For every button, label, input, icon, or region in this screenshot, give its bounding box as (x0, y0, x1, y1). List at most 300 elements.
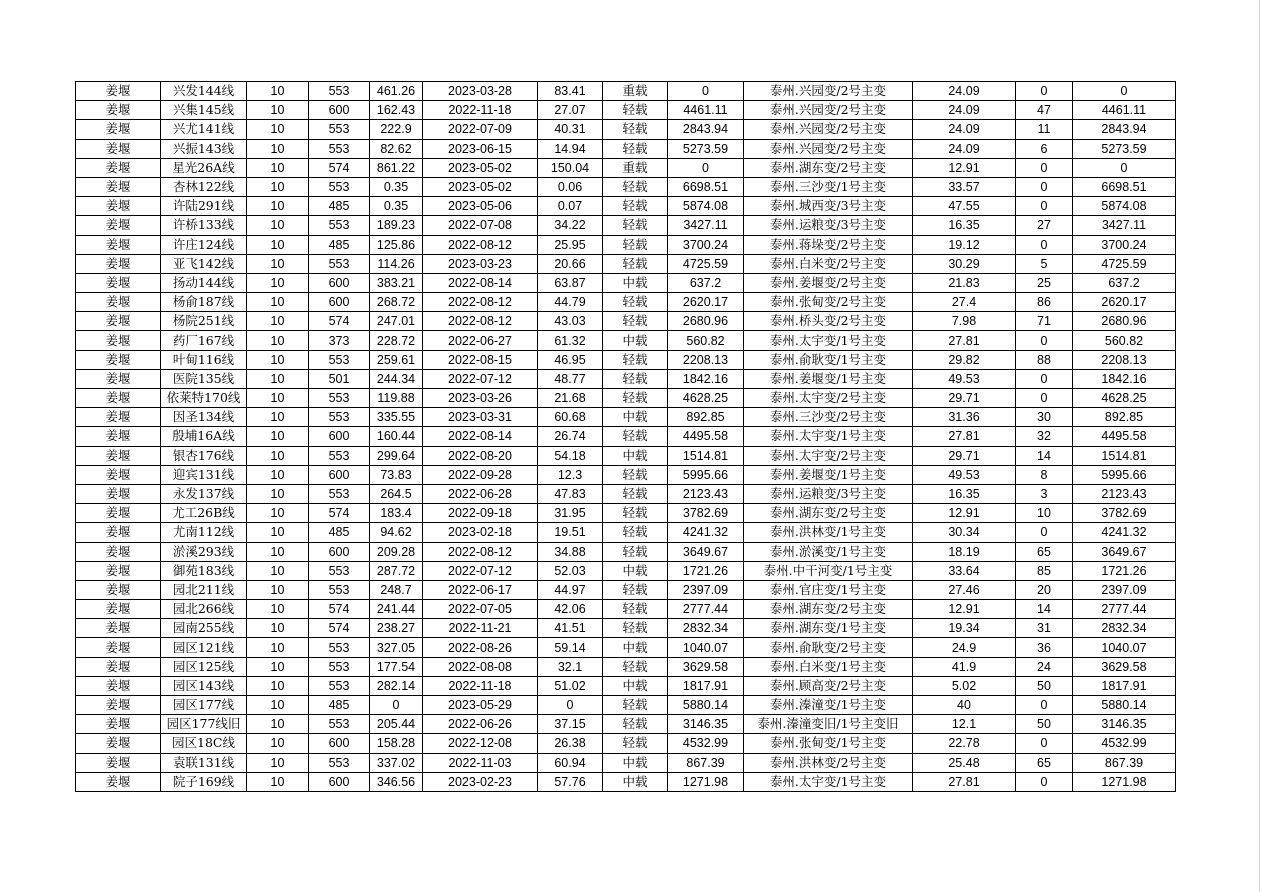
line-name-cell: 许桥133线 (161, 216, 247, 235)
district-cell: 姜堰 (76, 657, 161, 676)
rated-current-cell: 553 (309, 254, 370, 273)
voltage-cell: 10 (247, 350, 309, 369)
max-current-cell: 287.72 (370, 561, 423, 580)
voltage-cell: 10 (247, 216, 309, 235)
table-row (76, 158, 1176, 177)
transformer-load-cell: 7.98 (913, 312, 1016, 331)
date-cell: 2022-12-08 (423, 734, 538, 753)
capacity-cell: 2397.09 (668, 580, 744, 599)
capacity-cell: 3782.69 (668, 504, 744, 523)
rated-current-cell: 485 (309, 197, 370, 216)
count-cell: 47 (1016, 101, 1073, 120)
date-cell: 2022-11-18 (423, 676, 538, 695)
voltage-cell: 10 (247, 715, 309, 734)
line-name-cell: 园区121线 (161, 638, 247, 657)
load-status-cell: 轻载 (603, 696, 668, 715)
line-name-cell: 兴发144线 (161, 82, 247, 101)
district-cell: 姜堰 (76, 216, 161, 235)
capacity-cell: 4628.25 (668, 389, 744, 408)
table-row (76, 389, 1176, 408)
capacity-cell: 3649.67 (668, 542, 744, 561)
load-rate-cell: 83.41 (538, 82, 603, 101)
load-status-cell: 中载 (603, 408, 668, 427)
substation-cell: 泰州.顾高变/2号主变 (744, 676, 913, 695)
count-cell: 0 (1016, 696, 1073, 715)
load-rate-cell: 32.1 (538, 657, 603, 676)
transformer-load-cell: 29.71 (913, 389, 1016, 408)
available-capacity-cell: 4241.32 (1073, 523, 1176, 542)
count-cell: 85 (1016, 561, 1073, 580)
substation-cell: 泰州.兴园变/2号主变 (744, 101, 913, 120)
voltage-cell: 10 (247, 600, 309, 619)
district-cell: 姜堰 (76, 753, 161, 772)
table-row (76, 676, 1176, 695)
available-capacity-cell: 3700.24 (1073, 235, 1176, 254)
max-current-cell: 264.5 (370, 484, 423, 503)
table-row (76, 312, 1176, 331)
transformer-load-cell: 40 (913, 696, 1016, 715)
transformer-load-cell: 18.19 (913, 542, 1016, 561)
substation-cell: 泰州.姜堰变/1号主变 (744, 369, 913, 388)
substation-cell: 泰州.兴园变/2号主变 (744, 82, 913, 101)
load-status-cell: 轻载 (603, 715, 668, 734)
substation-cell: 泰州.太宇变/2号主变 (744, 446, 913, 465)
capacity-cell: 4725.59 (668, 254, 744, 273)
capacity-cell: 4241.32 (668, 523, 744, 542)
district-cell: 姜堰 (76, 600, 161, 619)
rated-current-cell: 600 (309, 772, 370, 791)
available-capacity-cell: 2620.17 (1073, 293, 1176, 312)
load-rate-cell: 44.97 (538, 580, 603, 599)
rated-current-cell: 553 (309, 484, 370, 503)
substation-cell: 泰州.俞耿变/1号主变 (744, 350, 913, 369)
date-cell: 2022-07-12 (423, 561, 538, 580)
district-cell: 姜堰 (76, 158, 161, 177)
line-name-cell: 园区125线 (161, 657, 247, 676)
table-row (76, 331, 1176, 350)
district-cell: 姜堰 (76, 715, 161, 734)
rated-current-cell: 600 (309, 465, 370, 484)
available-capacity-cell: 1271.98 (1073, 772, 1176, 791)
transformer-load-cell: 19.34 (913, 619, 1016, 638)
count-cell: 0 (1016, 82, 1073, 101)
substation-cell: 泰州.太宇变/1号主变 (744, 331, 913, 350)
capacity-cell: 1721.26 (668, 561, 744, 580)
max-current-cell: 282.14 (370, 676, 423, 695)
count-cell: 14 (1016, 600, 1073, 619)
line-name-cell: 许陆291线 (161, 197, 247, 216)
rated-current-cell: 553 (309, 446, 370, 465)
rated-current-cell: 553 (309, 216, 370, 235)
capacity-cell: 3427.11 (668, 216, 744, 235)
line-name-cell: 依莱特170线 (161, 389, 247, 408)
rated-current-cell: 574 (309, 619, 370, 638)
district-cell: 姜堰 (76, 427, 161, 446)
load-rate-cell: 26.38 (538, 734, 603, 753)
load-rate-cell: 20.66 (538, 254, 603, 273)
district-cell: 姜堰 (76, 734, 161, 753)
line-name-cell: 迎宾131线 (161, 465, 247, 484)
district-cell: 姜堰 (76, 120, 161, 139)
line-name-cell: 园区177线旧 (161, 715, 247, 734)
max-current-cell: 94.62 (370, 523, 423, 542)
transformer-load-cell: 30.34 (913, 523, 1016, 542)
district-cell: 姜堰 (76, 676, 161, 695)
load-status-cell: 中载 (603, 638, 668, 657)
rated-current-cell: 501 (309, 369, 370, 388)
load-rate-cell: 25.95 (538, 235, 603, 254)
max-current-cell: 189.23 (370, 216, 423, 235)
table-row (76, 369, 1176, 388)
transformer-load-cell: 49.53 (913, 369, 1016, 388)
capacity-cell: 4495.58 (668, 427, 744, 446)
rated-current-cell: 485 (309, 235, 370, 254)
voltage-cell: 10 (247, 734, 309, 753)
capacity-cell: 1842.16 (668, 369, 744, 388)
voltage-cell: 10 (247, 465, 309, 484)
load-rate-cell: 0.07 (538, 197, 603, 216)
substation-cell: 泰州.淤溪变/1号主变 (744, 542, 913, 561)
load-status-cell: 中载 (603, 753, 668, 772)
capacity-cell: 867.39 (668, 753, 744, 772)
voltage-cell: 10 (247, 273, 309, 292)
count-cell: 0 (1016, 523, 1073, 542)
table-row (76, 580, 1176, 599)
page-edge (1259, 0, 1260, 892)
table-row (76, 465, 1176, 484)
load-status-cell: 轻载 (603, 312, 668, 331)
available-capacity-cell: 892.85 (1073, 408, 1176, 427)
date-cell: 2022-08-26 (423, 638, 538, 657)
capacity-cell: 560.82 (668, 331, 744, 350)
district-cell: 姜堰 (76, 465, 161, 484)
date-cell: 2023-06-15 (423, 139, 538, 158)
rated-current-cell: 600 (309, 293, 370, 312)
load-status-cell: 重载 (603, 82, 668, 101)
line-name-cell: 园区177线 (161, 696, 247, 715)
district-cell: 姜堰 (76, 139, 161, 158)
district-cell: 姜堰 (76, 561, 161, 580)
transformer-load-cell: 41.9 (913, 657, 1016, 676)
date-cell: 2023-03-28 (423, 82, 538, 101)
available-capacity-cell: 1817.91 (1073, 676, 1176, 695)
table-row (76, 216, 1176, 235)
data-table (75, 81, 1176, 792)
transformer-load-cell: 19.12 (913, 235, 1016, 254)
capacity-cell: 5874.08 (668, 197, 744, 216)
load-status-cell: 轻载 (603, 101, 668, 120)
district-cell: 姜堰 (76, 177, 161, 196)
voltage-cell: 10 (247, 408, 309, 427)
load-rate-cell: 61.32 (538, 331, 603, 350)
count-cell: 0 (1016, 734, 1073, 753)
max-current-cell: 162.43 (370, 101, 423, 120)
district-cell: 姜堰 (76, 254, 161, 273)
max-current-cell: 222.9 (370, 120, 423, 139)
load-status-cell: 轻载 (603, 657, 668, 676)
rated-current-cell: 553 (309, 408, 370, 427)
substation-cell: 泰州.城西变/3号主变 (744, 197, 913, 216)
max-current-cell: 119.88 (370, 389, 423, 408)
load-rate-cell: 54.18 (538, 446, 603, 465)
rated-current-cell: 574 (309, 158, 370, 177)
substation-cell: 泰州.张甸变/1号主变 (744, 734, 913, 753)
date-cell: 2022-08-12 (423, 235, 538, 254)
substation-cell: 泰州.张甸变/2号主变 (744, 293, 913, 312)
date-cell: 2023-02-18 (423, 523, 538, 542)
substation-cell: 泰州.姜堰变/2号主变 (744, 273, 913, 292)
date-cell: 2023-03-23 (423, 254, 538, 273)
load-status-cell: 中载 (603, 561, 668, 580)
load-status-cell: 轻载 (603, 216, 668, 235)
max-current-cell: 0 (370, 696, 423, 715)
count-cell: 3 (1016, 484, 1073, 503)
count-cell: 31 (1016, 619, 1073, 638)
transformer-load-cell: 24.09 (913, 101, 1016, 120)
load-status-cell: 轻载 (603, 293, 668, 312)
date-cell: 2022-09-28 (423, 465, 538, 484)
district-cell: 姜堰 (76, 82, 161, 101)
count-cell: 6 (1016, 139, 1073, 158)
load-status-cell: 轻载 (603, 235, 668, 254)
district-cell: 姜堰 (76, 369, 161, 388)
transformer-load-cell: 24.09 (913, 120, 1016, 139)
capacity-cell: 637.2 (668, 273, 744, 292)
transformer-load-cell: 29.82 (913, 350, 1016, 369)
date-cell: 2023-03-26 (423, 389, 538, 408)
available-capacity-cell: 3629.58 (1073, 657, 1176, 676)
rated-current-cell: 574 (309, 312, 370, 331)
load-rate-cell: 57.76 (538, 772, 603, 791)
transformer-load-cell: 12.91 (913, 158, 1016, 177)
district-cell: 姜堰 (76, 408, 161, 427)
substation-cell: 泰州.湖东变/1号主变 (744, 619, 913, 638)
load-status-cell: 轻载 (603, 580, 668, 599)
load-status-cell: 轻载 (603, 177, 668, 196)
district-cell: 姜堰 (76, 504, 161, 523)
date-cell: 2023-05-02 (423, 177, 538, 196)
transformer-load-cell: 5.02 (913, 676, 1016, 695)
date-cell: 2022-08-12 (423, 542, 538, 561)
line-name-cell: 亚飞142线 (161, 254, 247, 273)
count-cell: 11 (1016, 120, 1073, 139)
load-status-cell: 轻载 (603, 734, 668, 753)
max-current-cell: 327.05 (370, 638, 423, 657)
voltage-cell: 10 (247, 82, 309, 101)
available-capacity-cell: 3427.11 (1073, 216, 1176, 235)
line-name-cell: 因圣134线 (161, 408, 247, 427)
count-cell: 86 (1016, 293, 1073, 312)
substation-cell: 泰州.溱潼变旧/1号主变旧 (744, 715, 913, 734)
capacity-cell: 0 (668, 158, 744, 177)
line-name-cell: 园区143线 (161, 676, 247, 695)
load-rate-cell: 40.31 (538, 120, 603, 139)
transformer-load-cell: 24.9 (913, 638, 1016, 657)
table-body (76, 82, 1176, 792)
load-status-cell: 轻载 (603, 350, 668, 369)
load-rate-cell: 26.74 (538, 427, 603, 446)
voltage-cell: 10 (247, 772, 309, 791)
table-row (76, 657, 1176, 676)
capacity-cell: 3700.24 (668, 235, 744, 254)
count-cell: 32 (1016, 427, 1073, 446)
voltage-cell: 10 (247, 254, 309, 273)
max-current-cell: 248.7 (370, 580, 423, 599)
available-capacity-cell: 6698.51 (1073, 177, 1176, 196)
transformer-load-cell: 29.71 (913, 446, 1016, 465)
table-row (76, 197, 1176, 216)
capacity-cell: 0 (668, 82, 744, 101)
available-capacity-cell: 5880.14 (1073, 696, 1176, 715)
table-row (76, 638, 1176, 657)
max-current-cell: 228.72 (370, 331, 423, 350)
rated-current-cell: 485 (309, 523, 370, 542)
table-row (76, 273, 1176, 292)
max-current-cell: 299.64 (370, 446, 423, 465)
transformer-load-cell: 21.83 (913, 273, 1016, 292)
district-cell: 姜堰 (76, 273, 161, 292)
count-cell: 27 (1016, 216, 1073, 235)
max-current-cell: 209.28 (370, 542, 423, 561)
load-rate-cell: 52.03 (538, 561, 603, 580)
load-status-cell: 中载 (603, 331, 668, 350)
district-cell: 姜堰 (76, 580, 161, 599)
count-cell: 88 (1016, 350, 1073, 369)
rated-current-cell: 553 (309, 177, 370, 196)
district-cell: 姜堰 (76, 446, 161, 465)
date-cell: 2022-08-08 (423, 657, 538, 676)
load-rate-cell: 59.14 (538, 638, 603, 657)
date-cell: 2022-08-12 (423, 293, 538, 312)
substation-cell: 泰州.姜堰变/1号主变 (744, 465, 913, 484)
substation-cell: 泰州.中干河变/1号主变 (744, 561, 913, 580)
table-row (76, 350, 1176, 369)
load-rate-cell: 34.22 (538, 216, 603, 235)
voltage-cell: 10 (247, 389, 309, 408)
rated-current-cell: 553 (309, 389, 370, 408)
voltage-cell: 10 (247, 504, 309, 523)
line-name-cell: 兴集145线 (161, 101, 247, 120)
rated-current-cell: 553 (309, 82, 370, 101)
table-row (76, 446, 1176, 465)
available-capacity-cell: 4628.25 (1073, 389, 1176, 408)
count-cell: 65 (1016, 542, 1073, 561)
rated-current-cell: 600 (309, 273, 370, 292)
table-row (76, 254, 1176, 273)
count-cell: 50 (1016, 715, 1073, 734)
table-row (76, 82, 1176, 101)
date-cell: 2023-02-23 (423, 772, 538, 791)
line-name-cell: 殷埔16A线 (161, 427, 247, 446)
date-cell: 2022-11-21 (423, 619, 538, 638)
max-current-cell: 861.22 (370, 158, 423, 177)
district-cell: 姜堰 (76, 293, 161, 312)
substation-cell: 泰州.白米变/2号主变 (744, 254, 913, 273)
max-current-cell: 158.28 (370, 734, 423, 753)
table-row (76, 542, 1176, 561)
available-capacity-cell: 2397.09 (1073, 580, 1176, 599)
district-cell: 姜堰 (76, 638, 161, 657)
capacity-cell: 3629.58 (668, 657, 744, 676)
count-cell: 0 (1016, 389, 1073, 408)
district-cell: 姜堰 (76, 350, 161, 369)
date-cell: 2023-05-02 (423, 158, 538, 177)
rated-current-cell: 553 (309, 676, 370, 695)
district-cell: 姜堰 (76, 772, 161, 791)
line-name-cell: 杨院251线 (161, 312, 247, 331)
transformer-load-cell: 27.81 (913, 427, 1016, 446)
voltage-cell: 10 (247, 446, 309, 465)
date-cell: 2022-08-20 (423, 446, 538, 465)
transformer-load-cell: 12.91 (913, 600, 1016, 619)
transformer-load-cell: 31.36 (913, 408, 1016, 427)
max-current-cell: 247.01 (370, 312, 423, 331)
transformer-load-cell: 27.81 (913, 772, 1016, 791)
district-cell: 姜堰 (76, 331, 161, 350)
line-name-cell: 淤溪293线 (161, 542, 247, 561)
count-cell: 0 (1016, 197, 1073, 216)
load-status-cell: 中载 (603, 446, 668, 465)
capacity-cell: 2832.34 (668, 619, 744, 638)
date-cell: 2023-03-31 (423, 408, 538, 427)
capacity-cell: 4461.11 (668, 101, 744, 120)
capacity-cell: 2208.13 (668, 350, 744, 369)
load-rate-cell: 46.95 (538, 350, 603, 369)
max-current-cell: 183.4 (370, 504, 423, 523)
line-name-cell: 尤南112线 (161, 523, 247, 542)
line-name-cell: 医院135线 (161, 369, 247, 388)
load-status-cell: 轻载 (603, 197, 668, 216)
available-capacity-cell: 1514.81 (1073, 446, 1176, 465)
voltage-cell: 10 (247, 638, 309, 657)
transformer-load-cell: 33.64 (913, 561, 1016, 580)
load-status-cell: 轻载 (603, 254, 668, 273)
date-cell: 2022-06-26 (423, 715, 538, 734)
count-cell: 14 (1016, 446, 1073, 465)
substation-cell: 泰州.三沙变/2号主变 (744, 408, 913, 427)
substation-cell: 泰州.兴园变/2号主变 (744, 139, 913, 158)
load-rate-cell: 37.15 (538, 715, 603, 734)
max-current-cell: 383.21 (370, 273, 423, 292)
table-row (76, 696, 1176, 715)
substation-cell: 泰州.运粮变/3号主变 (744, 484, 913, 503)
rated-current-cell: 553 (309, 715, 370, 734)
available-capacity-cell: 2777.44 (1073, 600, 1176, 619)
voltage-cell: 10 (247, 139, 309, 158)
max-current-cell: 461.26 (370, 82, 423, 101)
transformer-load-cell: 30.29 (913, 254, 1016, 273)
max-current-cell: 335.55 (370, 408, 423, 427)
max-current-cell: 259.61 (370, 350, 423, 369)
count-cell: 36 (1016, 638, 1073, 657)
available-capacity-cell: 2123.43 (1073, 484, 1176, 503)
district-cell: 姜堰 (76, 101, 161, 120)
load-status-cell: 轻载 (603, 389, 668, 408)
substation-cell: 泰州.太宇变/1号主变 (744, 772, 913, 791)
rated-current-cell: 600 (309, 101, 370, 120)
available-capacity-cell: 1040.07 (1073, 638, 1176, 657)
district-cell: 姜堰 (76, 197, 161, 216)
transformer-load-cell: 27.46 (913, 580, 1016, 599)
voltage-cell: 10 (247, 120, 309, 139)
available-capacity-cell: 5273.59 (1073, 139, 1176, 158)
date-cell: 2023-05-06 (423, 197, 538, 216)
rated-current-cell: 600 (309, 427, 370, 446)
load-rate-cell: 0 (538, 696, 603, 715)
available-capacity-cell: 1842.16 (1073, 369, 1176, 388)
capacity-cell: 3146.35 (668, 715, 744, 734)
substation-cell: 泰州.溱潼变/1号主变 (744, 696, 913, 715)
